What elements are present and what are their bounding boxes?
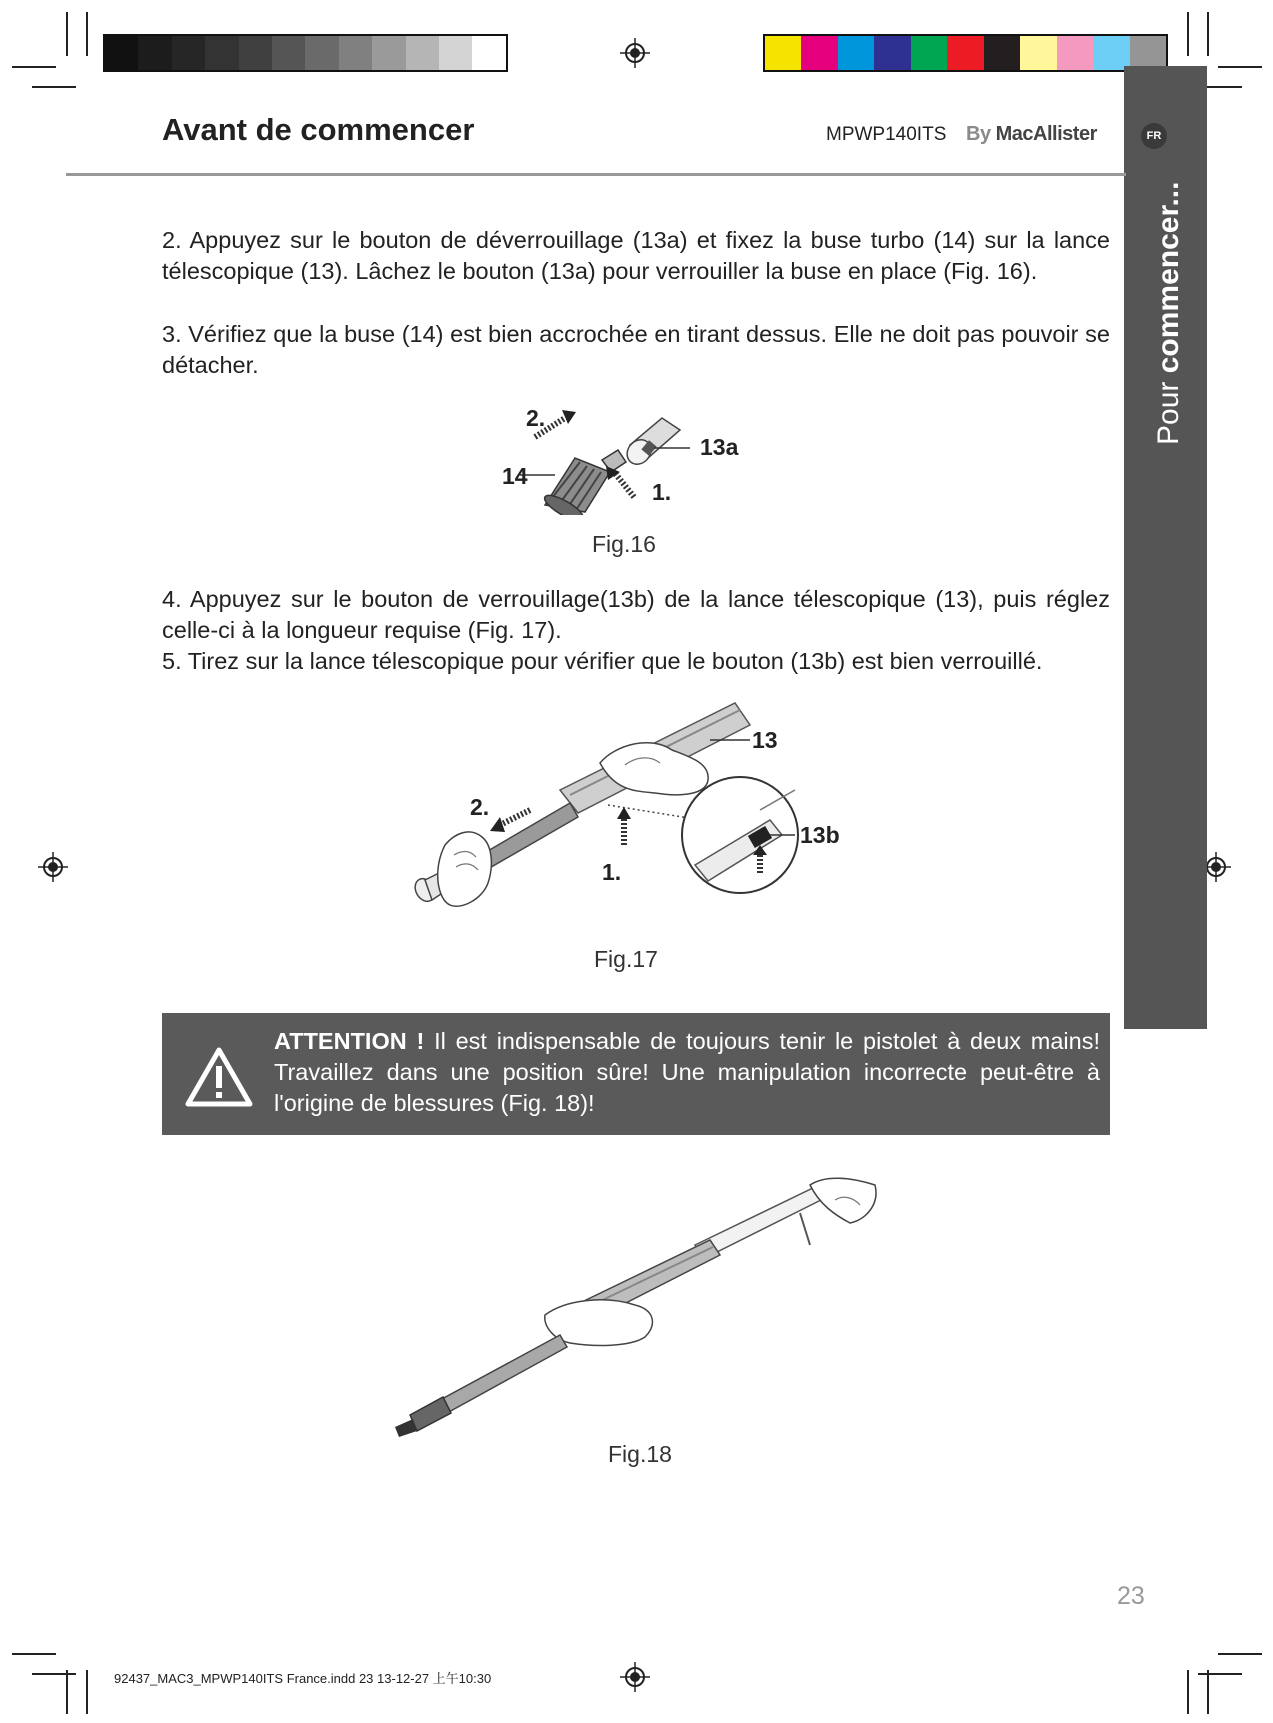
crop-mark xyxy=(32,1673,76,1675)
step-5-text: 5. Tirez sur la lance télescopique pour vérifier que le bouton (13b) est bien verrouillé. xyxy=(162,648,1043,674)
calibration-swatch xyxy=(138,36,171,70)
print-slug: 92437_MAC3_MPWP140ITS France.indd 23 13-12-27 上午10:30 xyxy=(114,1671,492,1686)
color-calibration-bar xyxy=(763,34,1168,72)
registration-mark-icon xyxy=(38,852,68,882)
crop-mark xyxy=(1187,1670,1189,1714)
calibration-swatch xyxy=(1020,36,1056,70)
side-tab-label: Pour commencer... xyxy=(1152,181,1185,445)
fig16-label-step2: 2. xyxy=(526,405,546,431)
page-title: Avant de commencer xyxy=(162,112,475,147)
step-2-text: 2. Appuyez sur le bouton de déverrouillage (13a) et fixez la buse turbo (14) sur la lance télescopique (13). Lâchez le bouton (13a) pour verrouiller la buse en place (Fig. 16). xyxy=(162,227,1110,284)
crop-mark xyxy=(86,12,88,56)
calibration-swatch xyxy=(874,36,910,70)
warning-box xyxy=(162,1013,1110,1135)
turbo-nozzle-drawing xyxy=(541,450,626,515)
calibration-swatch xyxy=(172,36,205,70)
pressure-washer-lance-drawing xyxy=(395,1178,876,1437)
crop-mark xyxy=(12,66,56,68)
brand-logo: By MacAllister xyxy=(966,123,1097,145)
calibration-swatch xyxy=(838,36,874,70)
calibration-swatch xyxy=(105,36,138,70)
crop-mark xyxy=(66,12,68,56)
fig17-illustration xyxy=(410,695,910,940)
calibration-swatch xyxy=(339,36,372,70)
calibration-swatch xyxy=(372,36,405,70)
calibration-swatch xyxy=(801,36,837,70)
lance-end-drawing xyxy=(622,418,690,469)
fig16-label-step1: 1. xyxy=(652,479,672,505)
crop-mark xyxy=(66,1670,68,1714)
warning-triangle-icon xyxy=(184,1046,254,1108)
fig17-label-13: 13 xyxy=(752,727,778,753)
model-number: MPWP140ITS xyxy=(826,124,947,145)
calibration-swatch xyxy=(1130,36,1166,70)
grayscale-calibration-bar xyxy=(103,34,508,72)
crop-mark xyxy=(1207,12,1209,56)
crop-mark xyxy=(1218,1653,1262,1655)
crop-mark xyxy=(1207,1670,1209,1714)
fig18-caption: Fig.18 xyxy=(608,1441,672,1467)
calibration-swatch xyxy=(1093,36,1129,70)
registration-mark-icon xyxy=(620,38,650,68)
fig17-label-step2: 2. xyxy=(470,794,490,820)
calibration-swatch xyxy=(205,36,238,70)
fig17-label-step1: 1. xyxy=(602,859,622,885)
crop-mark xyxy=(12,1653,56,1655)
calibration-swatch xyxy=(765,36,801,70)
page-number: 23 xyxy=(1117,1582,1145,1610)
language-badge: FR xyxy=(1141,123,1167,149)
calibration-swatch xyxy=(272,36,305,70)
calibration-swatch xyxy=(911,36,947,70)
fig17-caption: Fig.17 xyxy=(594,946,658,972)
calibration-swatch xyxy=(947,36,983,70)
crop-mark xyxy=(1198,1673,1242,1675)
fig18-illustration xyxy=(395,1175,885,1445)
calibration-swatch xyxy=(239,36,272,70)
crop-mark xyxy=(1187,12,1189,56)
fig16-caption: Fig.16 xyxy=(592,531,656,557)
fig16-label-13a: 13a xyxy=(700,434,739,460)
step-3-text: 3. Vérifiez que la buse (14) est bien accrochée en tirant dessus. Elle ne doit pas pouvoir se détacher. xyxy=(162,321,1110,378)
warning-text: ATTENTION ! Il est indispensable de toujours tenir le pistolet à deux mains! Travaillez dans une position sûre! Une manipulation incorrecte peut-être à l'origine de blessures (Fig. 18)! xyxy=(274,1028,1100,1116)
calibration-swatch xyxy=(305,36,338,70)
calibration-swatch xyxy=(1057,36,1093,70)
registration-mark-icon xyxy=(620,1662,650,1692)
crop-mark xyxy=(32,86,76,88)
crop-mark xyxy=(1218,66,1262,68)
calibration-swatch xyxy=(439,36,472,70)
calibration-swatch xyxy=(984,36,1020,70)
step-4-text: 4. Appuyez sur le bouton de verrouillage(13b) de la lance télescopique (13), puis réglez celle-ci à la longueur requise (Fig. 17). xyxy=(162,586,1110,643)
calibration-swatch xyxy=(472,36,505,70)
fig17-label-13b: 13b xyxy=(800,822,840,848)
calibration-swatch xyxy=(406,36,439,70)
hand-drawing xyxy=(438,832,492,906)
header-divider xyxy=(66,173,1126,176)
crop-mark xyxy=(86,1670,88,1714)
fig16-illustration xyxy=(490,400,770,515)
fig16-label-14: 14 xyxy=(502,463,528,489)
